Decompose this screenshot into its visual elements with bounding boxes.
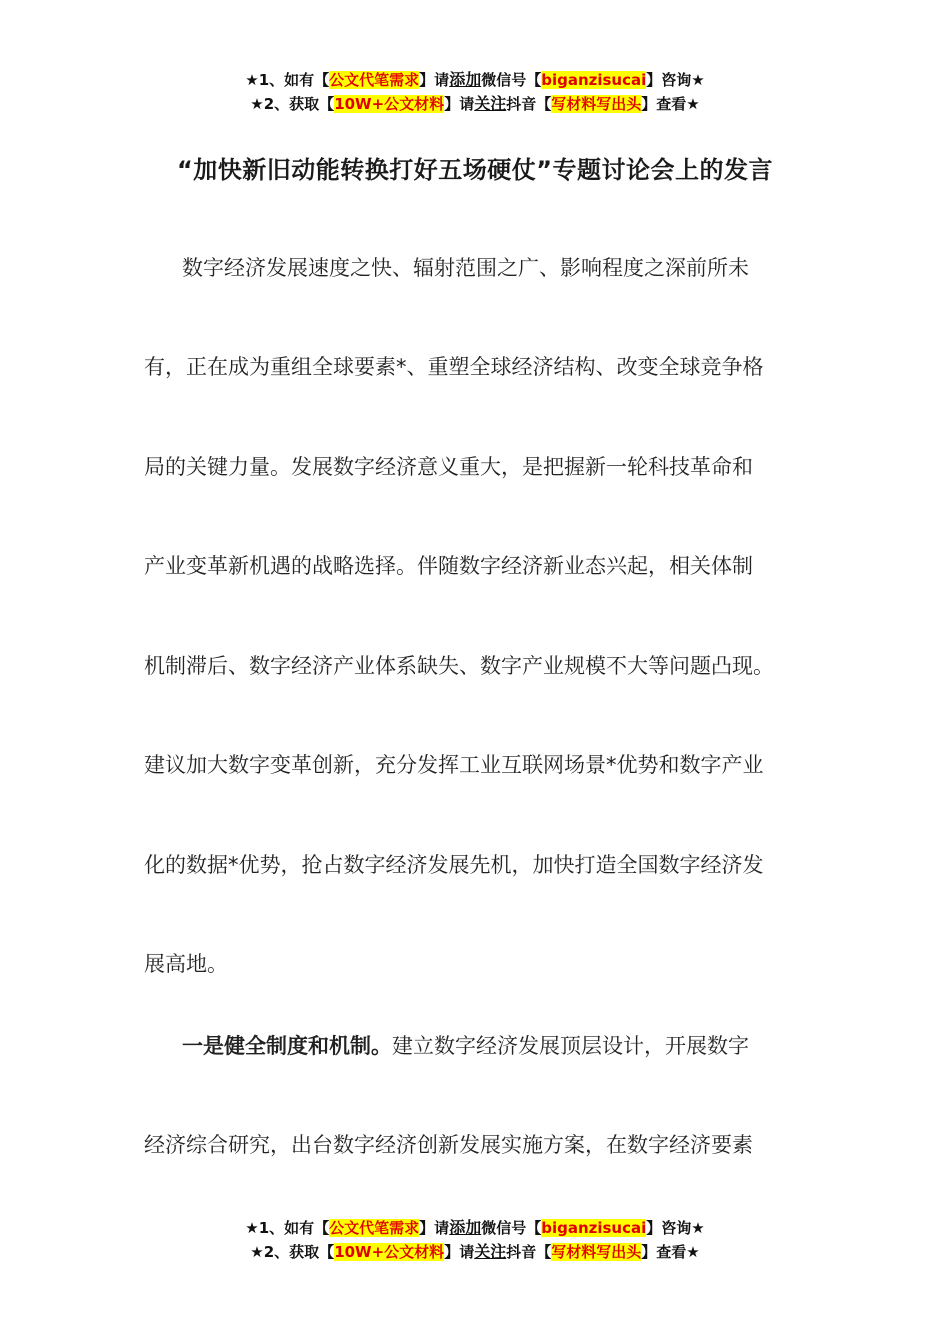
body-line: 化的数据*优势，抢占数字经济发展先机，加快打造全国数字经济发	[144, 853, 764, 877]
body-line: 产业变革新机遇的战略选择。伴随数字经济新业态兴起，相关体制	[144, 554, 753, 578]
footer-text: 】咨询★	[646, 1219, 705, 1237]
highlight-text: 10W+公文材料	[334, 1243, 445, 1261]
body-line: 经济综合研究，出台数字经济创新发展实施方案，在数字经济要素	[144, 1133, 753, 1157]
footer-text: 】请	[444, 1243, 475, 1261]
document-title: “加快新旧动能转换打好五场硬仗”专题讨论会上的发言	[176, 156, 774, 184]
header-line-1	[0, 68, 950, 92]
douyin-id: 写材料写出头	[551, 1243, 642, 1261]
header-text: ★2、获取【	[250, 95, 335, 113]
underlined-text: 添加	[449, 1218, 482, 1237]
header-text: 抖音【	[506, 95, 552, 113]
underlined-text: 添加	[449, 70, 482, 89]
header-text: 】查看★	[641, 95, 700, 113]
header-banner	[0, 68, 950, 116]
underlined-text: 关注	[474, 94, 507, 113]
highlight-text: 10W+公文材料	[334, 95, 445, 113]
body-line: 局的关键力量。发展数字经济意义重大，是把握新一轮科技革命和	[144, 455, 753, 479]
body-line: 机制滞后、数字经济产业体系缺失、数字产业规模不大等问题凸现。	[144, 654, 774, 678]
body-line: 展高地。	[144, 952, 228, 976]
header-text: ★1、如有【	[245, 71, 330, 89]
footer-banner	[0, 1216, 950, 1264]
footer-text: ★2、获取【	[250, 1243, 335, 1261]
footer-text: 】请	[419, 1219, 450, 1237]
body-line: 数字经济发展速度之快、辐射范围之广、影响程度之深前所未	[182, 256, 749, 280]
wechat-id: biganzisucai	[541, 1219, 647, 1237]
header-text: 微信号【	[481, 71, 542, 89]
header-text: 】请	[419, 71, 450, 89]
header-text: 】请	[444, 95, 475, 113]
body-line: 建议加大数字变革创新，充分发挥工业互联网场景*优势和数字产业	[144, 753, 764, 777]
footer-text: ★1、如有【	[245, 1219, 330, 1237]
highlight-text: 公文代笔需求	[329, 71, 420, 89]
underlined-text: 关注	[474, 1242, 507, 1261]
point-one-text: 建立数字经济发展顶层设计，开展数字	[392, 1034, 749, 1058]
footer-text: 微信号【	[481, 1219, 542, 1237]
header-text: 】咨询★	[646, 71, 705, 89]
footer-text: 抖音【	[506, 1243, 552, 1261]
footer-text: 】查看★	[641, 1243, 700, 1261]
wechat-id: biganzisucai	[541, 71, 647, 89]
highlight-text: 公文代笔需求	[329, 1219, 420, 1237]
footer-line-2	[0, 1240, 950, 1264]
header-line-2	[0, 92, 950, 116]
footer-line-1	[0, 1216, 950, 1240]
body-line: 有，正在成为重组全球要素*、重塑全球经济结构、改变全球竞争格	[144, 355, 764, 379]
douyin-id: 写材料写出头	[551, 95, 642, 113]
point-one-heading: 一是健全制度和机制。	[182, 1034, 392, 1058]
point-one-line	[182, 1030, 749, 1060]
